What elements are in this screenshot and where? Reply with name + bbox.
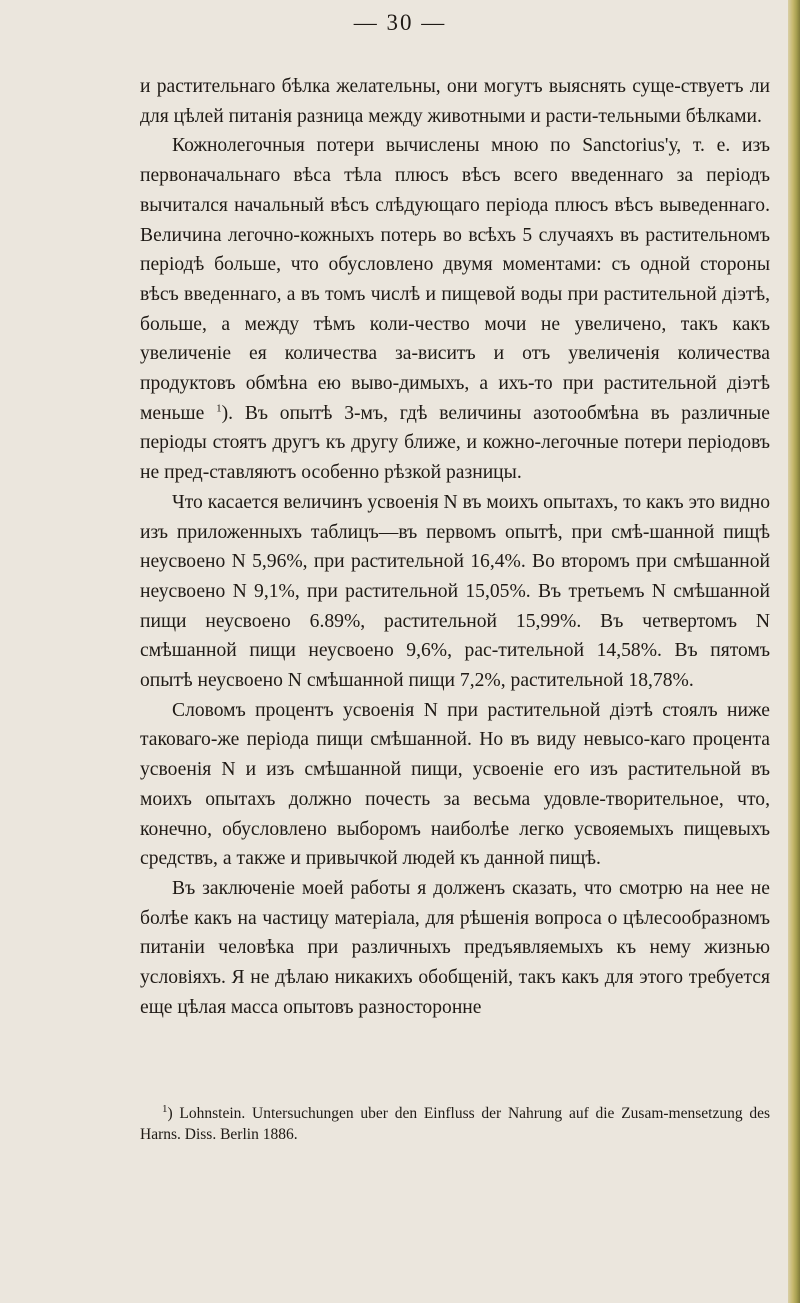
paragraph-4: Словомъ процентъ усвоенія N при растительной діэтѣ стоялъ ниже таковаго-же періода пищи смѣшанной. Но въ виду невысо-каго процента усвоенія N и изъ смѣшанной пищи, усвоеніе его изъ растительной въ моихъ опытахъ должно почесть за весьма удовле-творительное, что, конечно, обусловлено выборомъ наиболѣе легко усвояемыхъ пищевыхъ средствъ, а также и привычкой людей къ данной пищѣ. bbox=[140, 699, 770, 870]
paragraph-2-text: Кожнолегочныя потери вычислены мною по Sanctorius'у, т. е. изъ первоначальнаго вѣса тѣла плюсъ вѣсъ всего введеннаго за періодъ вычитался начальный вѣсъ слѣдующаго періода плюсъ вѣсъ выведеннаго. Величина легочно-кожныхъ потерь во всѣхъ 5 случаяхъ въ растительномъ періодѣ больше, что обусловлено двумя моментами: съ одной стороны вѣсъ введеннаго, а въ томъ числѣ и пищевой воды при растительной діэтѣ, больше, а между тѣмъ коли-чество мочи не увеличено, такъ какъ увеличеніе ея количества за-виситъ и отъ увеличенія количества продуктовъ обмѣна ею выво-димыхъ, а ихъ-то при растительной діэтѣ меньше bbox=[140, 135, 770, 424]
footnote-citation: ) Lohnstein. Untersuchungen uber den Einfluss der Nahrung auf die Zusam-mensetzung des Harns. Diss. Berlin 1886. bbox=[140, 1105, 770, 1143]
page-number: — 30 — bbox=[353, 10, 447, 35]
page-edge bbox=[788, 0, 800, 1303]
paragraph-2-continuation: ). Въ опытѣ 3-мъ, гдѣ величины азотообмѣна въ различные періоды стоятъ другъ къ другу ближе, и кожно-легочные потери періодовъ не пред-ставляютъ особенно рѣзкой разницы. bbox=[140, 402, 770, 484]
footnote-reference[interactable]: 1 bbox=[216, 402, 222, 415]
footnote-marker: 1 bbox=[162, 1102, 168, 1115]
paragraph-1: и растительнаго бѣлка желательны, они могутъ выяснять суще-ствуетъ ли для цѣлей питанія разница между животными и расти-тельными бѣлками. bbox=[140, 76, 770, 127]
paragraph-5: Въ заключеніе моей работы я долженъ сказать, что смотрю на нее не болѣе какъ на частицу матеріала, для рѣшенія вопроса о цѣлесообразномъ питаніи человѣка при различныхъ предъявляемыхъ къ нему жизнью условіяхъ. Я не дѣлаю никакихъ обобщеній, такъ какъ для этого требуется еще цѣлая масса опытовъ разносторонне bbox=[140, 877, 770, 1018]
paragraph-2 bbox=[140, 131, 770, 487]
body-text bbox=[140, 72, 770, 1023]
footnote-text bbox=[140, 1103, 770, 1145]
paragraph-3: Что касается величинъ усвоенія N въ моихъ опытахъ, то какъ это видно изъ приложенныхъ таблицъ—въ первомъ опытѣ, при смѣ-шанной пищѣ неусвоено N 5,96%, при растительной 16,4%. Во второмъ при смѣшанной неусвоено N 9,1%, при растительной 15,05%. Въ третьемъ N смѣшанной пищи неусвоено 6.89%, растительной 15,99%. Въ четвертомъ N смѣшанной пищи неусвоено 9,6%, рас-тительной 14,58%. Въ пятомъ опытѣ неусвоено N смѣшанной пищи 7,2%, растительной 18,78%. bbox=[140, 491, 770, 692]
footnote bbox=[140, 1103, 770, 1145]
